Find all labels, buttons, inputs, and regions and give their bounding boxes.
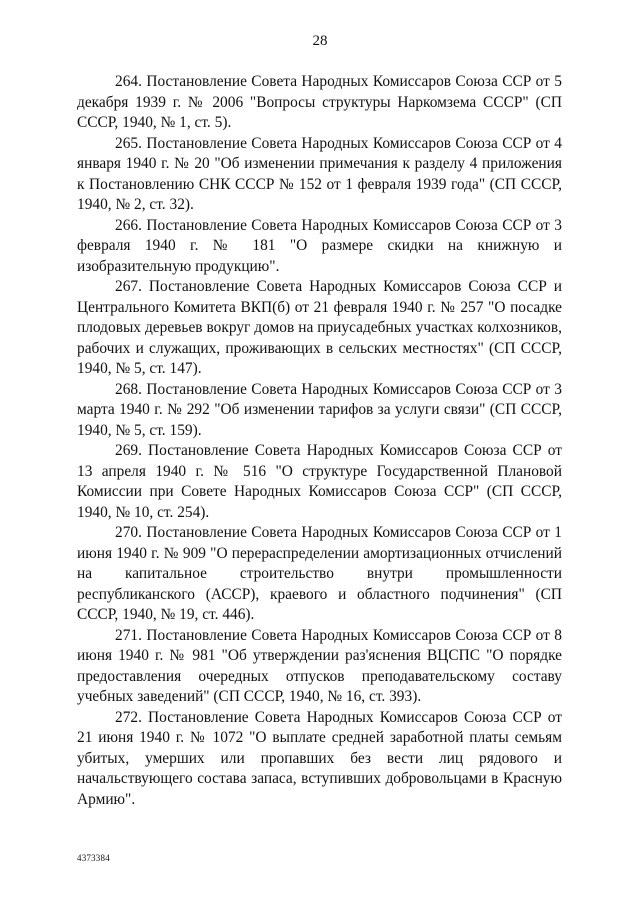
list-item: 267. Постановление Совета Народных Комиссаров Союза ССР и Центрального Комитета ВКП(б) от 21 февраля 1940 г. № 257 "О посадке плодовых деревьев вокруг домов на приусадебных участках колхозников, рабочих и служащих, проживающих в сельских местностях" (СП СССР, 1940, № 5, ст. 147).: [77, 278, 562, 377]
list-item: 269. Постановление Совета Народных Комиссаров Союза ССР от 13 апреля 1940 г. № 516 "О структуре Государственной Плановой Комиссии при Совете Народных Комиссаров Союза ССР" (СП СССР, 1940, № 10, ст. 254).: [77, 442, 562, 521]
page-number: 28: [312, 33, 328, 49]
document-id: 4373384: [77, 853, 110, 863]
list-item: 264. Постановление Совета Народных Комиссаров Союза ССР от 5 декабря 1939 г. № 2006 "Вопросы структуры Наркомзема СССР" (СП СССР, 1940, № 1, ст. 5).: [77, 73, 562, 131]
list-item: 270. Постановление Совета Народных Комиссаров Союза ССР от 1 июня 1940 г. № 909 "О перераспределении амортизационных отчислений на капитальное строительство внутри промышленности республиканского (АССР), краевого и областного подчинения" (СП СССР, 1940, № 19, ст. 446).: [77, 524, 562, 623]
list-item: 271. Постановление Совета Народных Комиссаров Союза ССР от 8 июня 1940 г. № 981 "Об утверждении раз'яснения ВЦСПС "О порядке предоставления очередных отпусков преподавательскому составу учебных заведений" (СП СССР, 1940, № 16, ст. 393).: [77, 626, 562, 705]
list-item: 272. Постановление Совета Народных Комиссаров Союза ССР от 21 июня 1940 г. № 1072 "О выплате средней заработной платы семьям убитых, умерших или пропавших без вести лиц рядового и начальствующего состава запаса, вступивших добровольцами в Красную Армию".: [77, 708, 562, 808]
list-item: 268. Постановление Совета Народных Комиссаров Союза ССР от 3 марта 1940 г. № 292 "Об изменении тарифов за услуги связи" (СП СССР, 1940, № 5, ст. 159).: [77, 380, 562, 439]
document-body: [77, 72, 562, 810]
list-item: 266. Постановление Совета Народных Комиссаров Союза ССР от 3 февраля 1940 г. № 181 "О размере скидки на книжную и изобразительную продукцию".: [77, 216, 562, 275]
list-item: 265. Постановление Совета Народных Комиссаров Союза ССР от 4 января 1940 г. № 20 "Об изменении примечания к разделу 4 приложения к Постановлению СНК СССР № 152 от 1 февраля 1939 года" (СП СССР, 1940, № 2, ст. 32).: [77, 134, 562, 213]
